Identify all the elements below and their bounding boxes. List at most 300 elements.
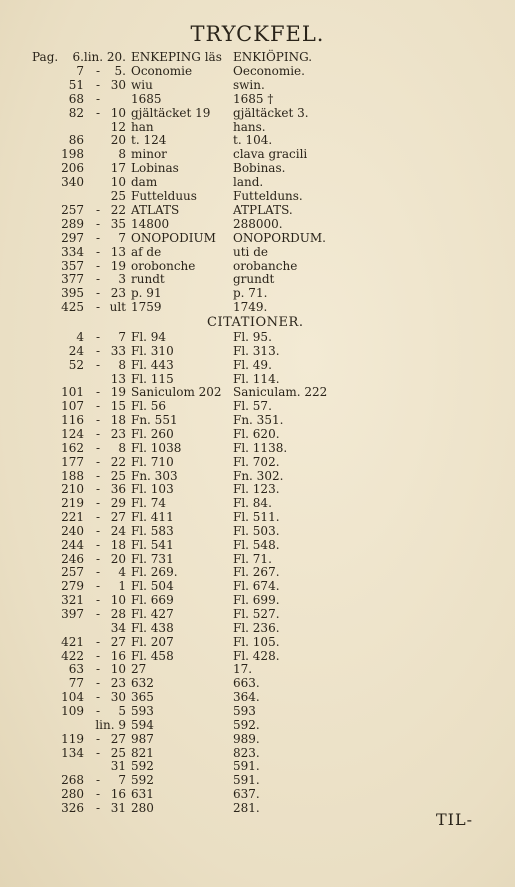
erroneous-text: Fl. 115 [131, 371, 174, 386]
line-number: 5 [118, 703, 126, 718]
page-number: 219 [61, 496, 84, 511]
corrected-text: Fl. 49. [233, 357, 272, 372]
line-number: 25 [110, 189, 126, 203]
line-number: lin. 9 [95, 717, 126, 732]
separator-dash: - [96, 510, 101, 525]
line-number: 12 [110, 119, 126, 134]
errata-row [0, 358, 515, 372]
corrected-text: 592. [233, 717, 260, 732]
separator-dash: - [96, 496, 101, 511]
errata-row [0, 64, 515, 78]
separator-dash: - [96, 230, 101, 245]
corrected-text: Fl. 267. [233, 565, 280, 580]
separator-dash: - [96, 286, 101, 301]
erroneous-text: Fl. 504 [131, 579, 174, 594]
separator-dash: - [96, 607, 101, 621]
erroneous-text: Fl. 443 [131, 357, 174, 372]
erroneous-text: Fl. 458 [131, 648, 174, 663]
corrected-text: Fl. 527. [233, 607, 280, 621]
corrected-text: Fl. 511. [233, 510, 280, 525]
separator-dash: - [96, 745, 101, 760]
corrected-text: grundt [233, 272, 275, 287]
page-number: 221 [61, 510, 84, 525]
separator-dash: - [96, 482, 101, 497]
separator-dash: - [96, 579, 101, 594]
errata-row [0, 718, 515, 732]
errata-row [0, 635, 515, 649]
separator-dash: - [96, 676, 101, 691]
separator-dash: - [96, 773, 101, 788]
page-number: 321 [61, 593, 84, 608]
errata-row [0, 50, 515, 64]
erroneous-text: rundt [131, 272, 165, 287]
separator-dash: - [96, 634, 101, 649]
pag-label: Pag. [32, 50, 59, 64]
corrected-text: Saniculam. 222 [233, 385, 328, 400]
page-number: 210 [61, 482, 84, 497]
line-number: 10 [110, 662, 126, 677]
line-number: 22 [110, 454, 126, 469]
erroneous-text: Fl. 207 [131, 634, 174, 649]
separator-dash: - [96, 357, 101, 372]
erroneous-text: Fn. 303 [131, 468, 178, 483]
line-number: 1 [118, 579, 126, 594]
corrected-text: p. 71. [233, 286, 268, 301]
line-number: 23 [110, 286, 126, 301]
separator-dash: - [96, 523, 101, 538]
page-number: 240 [61, 523, 84, 538]
line-number: 34 [110, 620, 126, 635]
separator-dash: - [96, 537, 101, 552]
separator-dash: - [96, 91, 101, 106]
separator-dash: - [96, 787, 101, 802]
corrected-text: Bobinas. [233, 161, 286, 176]
separator-dash: - [96, 244, 101, 259]
corrected-text: Fn. 302. [233, 468, 284, 483]
errata-row [0, 773, 515, 787]
errata-row [0, 78, 515, 92]
line-number: 27 [110, 634, 126, 649]
errata-row [0, 538, 515, 552]
line-number: 18 [110, 413, 126, 428]
erroneous-text: 593 [131, 703, 154, 718]
corrected-text: Fl. 503. [233, 523, 280, 538]
errata-row [0, 482, 515, 496]
line-number: 24 [110, 523, 126, 538]
errata-row [0, 344, 515, 358]
erroneous-text: ONOPODIUM [131, 230, 216, 245]
page-number: 63 [68, 662, 84, 677]
page-number: 4 [76, 330, 84, 344]
corrected-text: Fn. 351. [233, 413, 284, 428]
separator-dash: - [96, 703, 101, 718]
erroneous-text: Fl. 427 [131, 607, 174, 621]
erroneous-text: 592 [131, 773, 154, 788]
line-number: 29 [110, 496, 126, 511]
errata-row [0, 189, 515, 203]
corrected-text: swin. [233, 77, 265, 92]
separator-dash: - [96, 800, 101, 815]
erroneous-text: 631 [131, 787, 154, 802]
line-number: 30 [110, 690, 126, 705]
erroneous-text: t. 124 [131, 133, 167, 148]
errata-row [0, 496, 515, 510]
corrected-text: Fl. 1138. [233, 440, 288, 455]
errata-row [0, 300, 515, 314]
corrected-text: uti de [233, 244, 268, 259]
separator-dash: - [96, 105, 101, 120]
errata-row [0, 746, 515, 760]
erroneous-text: minor [131, 147, 167, 162]
corrected-text: clava gracili [233, 147, 308, 162]
erroneous-text: 592 [131, 759, 154, 774]
errata-row [0, 427, 515, 441]
separator-dash: - [96, 731, 101, 746]
erroneous-text: Fl. 1038 [131, 440, 182, 455]
line-number: 19 [110, 258, 126, 273]
line-number: 25 [110, 745, 126, 760]
erroneous-text: Fl. 94 [131, 330, 167, 344]
page-title: TRYCKFEL. [190, 22, 325, 46]
corrected-text: 823. [233, 745, 260, 760]
section-heading: CITATIONER. [207, 315, 304, 330]
corrected-text: Fl. 548. [233, 537, 280, 552]
separator-dash: - [96, 300, 101, 315]
corrected-text: Fl. 313. [233, 343, 280, 358]
erroneous-text: Fl. 583 [131, 523, 174, 538]
errata-row [0, 469, 515, 483]
page-number: 188 [61, 468, 84, 483]
erroneous-text: ATLATS [131, 202, 180, 217]
erroneous-text: Fl. 710 [131, 454, 174, 469]
errata-row [0, 704, 515, 718]
page-number: 297 [61, 230, 84, 245]
page-number: 377 [61, 272, 84, 287]
errata-row [0, 147, 515, 161]
line-number: 16 [110, 787, 126, 802]
catchword: TIL- [436, 810, 474, 829]
corrected-text: 989. [233, 731, 260, 746]
line-number: 10 [110, 105, 126, 120]
corrected-text: 17. [233, 662, 253, 677]
errata-row [0, 231, 515, 245]
line-number: 22 [110, 202, 126, 217]
corrected-text: Fl. 702. [233, 454, 280, 469]
line-number: 25 [110, 468, 126, 483]
corrected-text: Fl. 236. [233, 620, 280, 635]
page-number: 257 [61, 565, 84, 580]
page-number: 206 [61, 161, 84, 176]
page-number: 244 [61, 537, 84, 552]
errata-row [0, 565, 515, 579]
errata-row [0, 524, 515, 538]
corrected-text: Fl. 114. [233, 371, 280, 386]
page-number: 104 [61, 690, 84, 705]
page-number: 51 [68, 77, 84, 92]
errata-row [0, 759, 515, 773]
corrected-text: 591. [233, 773, 260, 788]
separator-dash: - [96, 565, 101, 580]
page-number: 421 [61, 634, 84, 649]
errata-row [0, 372, 515, 386]
line-number: 35 [110, 216, 126, 231]
corrected-text: gjältäcket 3. [233, 105, 309, 120]
errata-row [0, 787, 515, 801]
page-number: 101 [61, 385, 84, 400]
errata-row [0, 120, 515, 134]
errata-row [0, 413, 515, 427]
line-number: 36 [110, 482, 126, 497]
corrected-text: Fl. 123. [233, 482, 280, 497]
corrected-text: Fl. 57. [233, 399, 272, 414]
errata-row [0, 552, 515, 566]
page-number: 326 [61, 800, 84, 815]
separator-dash: - [96, 330, 101, 344]
errata-row [0, 259, 515, 273]
page-number: 357 [61, 258, 84, 273]
line-number: 23 [110, 426, 126, 441]
page-number: 177 [61, 454, 84, 469]
corrected-text: orobanche [233, 258, 298, 273]
separator-dash: - [96, 385, 101, 400]
line-number: 27 [110, 510, 126, 525]
corrected-text: Oeconomie. [233, 63, 305, 78]
line-number: 28 [110, 607, 126, 621]
page-number: 107 [61, 399, 84, 414]
page-number: 289 [61, 216, 84, 231]
corrected-text: Fl. 620. [233, 426, 280, 441]
separator-dash: - [96, 648, 101, 663]
separator-dash: - [96, 63, 101, 78]
line-number: 7 [118, 330, 126, 344]
separator-dash: - [96, 216, 101, 231]
line-number: 8 [118, 440, 126, 455]
corrected-text: 591. [233, 759, 260, 774]
erroneous-text: Fl. 669 [131, 593, 174, 608]
separator-dash: - [96, 426, 101, 441]
line-number: 27 [110, 731, 126, 746]
corrected-text: Fl. 95. [233, 330, 272, 344]
corrected-text: ENKIÖPING. [233, 50, 313, 64]
line-number: 8 [118, 357, 126, 372]
erroneous-text: gjältäcket 19 [131, 105, 211, 120]
corrected-text: Fl. 699. [233, 593, 280, 608]
line-number: 17 [110, 161, 126, 176]
errata-row [0, 732, 515, 746]
errata-row [0, 92, 515, 106]
erroneous-text: 27 [131, 662, 147, 677]
errata-row [0, 175, 515, 189]
erroneous-text: Fl. 269. [131, 565, 178, 580]
line-number: 7 [118, 773, 126, 788]
separator-dash: - [96, 662, 101, 677]
erroneous-text: han [131, 119, 154, 134]
erroneous-text: Saniculom 202 [131, 385, 222, 400]
page-number: 86 [68, 133, 84, 148]
page-number: 6. [72, 50, 84, 64]
page-number: 7 [76, 63, 84, 78]
separator-dash: - [96, 468, 101, 483]
page-number: 340 [61, 175, 84, 190]
errata-row [0, 203, 515, 217]
page-number: 109 [61, 703, 84, 718]
erroneous-text: 1685 [131, 91, 162, 106]
corrected-text: Fl. 428. [233, 648, 280, 663]
erroneous-text: 1759 [131, 300, 162, 315]
corrected-text: Fl. 84. [233, 496, 272, 511]
corrected-text: Fl. 71. [233, 551, 272, 566]
errata-row [0, 245, 515, 259]
corrected-text: 637. [233, 787, 260, 802]
separator-dash: - [96, 413, 101, 428]
separator-dash: - [96, 690, 101, 705]
errata-row [0, 441, 515, 455]
page-number: 116 [61, 413, 84, 428]
separator-dash: - [96, 272, 101, 287]
errata-row [0, 385, 515, 399]
line-number: 13 [110, 244, 126, 259]
separator-dash: - [96, 258, 101, 273]
line-number: 10 [110, 593, 126, 608]
corrected-text: 593 [233, 703, 256, 718]
line-number: 31 [110, 800, 126, 815]
page-number: 77 [68, 676, 84, 691]
errata-row [0, 286, 515, 300]
erroneous-text: Fl. 411 [131, 510, 174, 525]
page-number: 68 [68, 91, 84, 106]
erroneous-text: Fl. 103 [131, 482, 174, 497]
line-number: 31 [110, 759, 126, 774]
erroneous-text: Fl. 74 [131, 496, 167, 511]
erroneous-text: ENKEPING läs [131, 50, 222, 64]
erroneous-text: 14800 [131, 216, 170, 231]
line-number: 30 [110, 77, 126, 92]
page-number: 397 [61, 607, 84, 621]
errata-row [0, 133, 515, 147]
errata-row [0, 690, 515, 704]
line-number: 16 [110, 648, 126, 663]
errata-row [0, 607, 515, 621]
erroneous-text: Fl. 438 [131, 620, 174, 635]
page-number: 124 [61, 426, 84, 441]
line-number: 13 [110, 371, 126, 386]
erroneous-text: 365 [131, 690, 154, 705]
page-number: 334 [61, 244, 84, 259]
corrected-text: Fl. 674. [233, 579, 280, 594]
page-number: 162 [61, 440, 84, 455]
page-number: 119 [61, 731, 84, 746]
errata-row [0, 510, 515, 524]
page-number: 246 [61, 551, 84, 566]
line-number: 3 [118, 272, 126, 287]
errata-row [0, 662, 515, 676]
erroneous-text: p. 91 [131, 286, 162, 301]
erroneous-text: af de [131, 244, 162, 259]
line-number: lin. 20. [83, 50, 126, 64]
corrected-text: 663. [233, 676, 260, 691]
corrected-text: 364. [233, 690, 260, 705]
errata-row [0, 649, 515, 663]
line-number: 10 [110, 175, 126, 190]
corrected-text: 1749. [233, 300, 268, 315]
page-number: 268 [61, 773, 84, 788]
corrected-text: Futtelduns. [233, 189, 303, 203]
separator-dash: - [96, 202, 101, 217]
erroneous-text: Fl. 541 [131, 537, 174, 552]
erroneous-text: Fl. 56 [131, 399, 167, 414]
errata-row [0, 106, 515, 120]
errata-row [0, 330, 515, 344]
corrected-text: 1685 † [233, 91, 274, 106]
errata-row [0, 621, 515, 635]
page-number: 198 [61, 147, 84, 162]
page-number: 280 [61, 787, 84, 802]
line-number: ult [109, 300, 126, 315]
erroneous-text: 821 [131, 745, 154, 760]
erroneous-text: 987 [131, 731, 154, 746]
erroneous-text: 594 [131, 717, 154, 732]
erroneous-text: wiu [131, 77, 153, 92]
page-number: 279 [61, 579, 84, 594]
errata-row [0, 593, 515, 607]
errata-row [0, 399, 515, 413]
line-number: 23 [110, 676, 126, 691]
line-number: 19 [110, 385, 126, 400]
page-number: 134 [61, 745, 84, 760]
line-number: 33 [110, 343, 126, 358]
page-number: 24 [68, 343, 84, 358]
line-number: 18 [110, 537, 126, 552]
page-number: 395 [61, 286, 84, 301]
corrected-text: 288000. [233, 216, 283, 231]
line-number: 20 [110, 133, 126, 148]
page-number: 82 [68, 105, 84, 120]
page-number: 52 [68, 357, 84, 372]
separator-dash: - [96, 551, 101, 566]
corrected-text: ONOPORDUM. [233, 230, 326, 245]
errata-row [0, 272, 515, 286]
line-number: 5. [114, 63, 126, 78]
erroneous-text: 280 [131, 800, 154, 815]
erroneous-text: Oconomie [131, 63, 193, 78]
erroneous-text: Futtelduus [131, 189, 197, 203]
erroneous-text: orobonche [131, 258, 196, 273]
erroneous-text: Fl. 731 [131, 551, 174, 566]
corrected-text: Fl. 105. [233, 634, 280, 649]
corrected-text: land. [233, 175, 264, 190]
erroneous-text: dam [131, 175, 158, 190]
page-number: 425 [61, 300, 84, 315]
separator-dash: - [96, 454, 101, 469]
corrected-text: t. 104. [233, 133, 273, 148]
line-number: 15 [110, 399, 126, 414]
separator-dash: - [96, 593, 101, 608]
erroneous-text: Fl. 260 [131, 426, 174, 441]
corrected-text: 281. [233, 800, 260, 815]
errata-row [0, 676, 515, 690]
errata-row [0, 455, 515, 469]
separator-dash: - [96, 77, 101, 92]
corrected-text: ATPLATS. [233, 202, 293, 217]
separator-dash: - [96, 343, 101, 358]
erroneous-text: 632 [131, 676, 154, 691]
line-number: 8 [118, 147, 126, 162]
page-number: 257 [61, 202, 84, 217]
erroneous-text: Fn. 551 [131, 413, 178, 428]
corrected-text: hans. [233, 119, 266, 134]
separator-dash: - [96, 399, 101, 414]
separator-dash: - [96, 440, 101, 455]
